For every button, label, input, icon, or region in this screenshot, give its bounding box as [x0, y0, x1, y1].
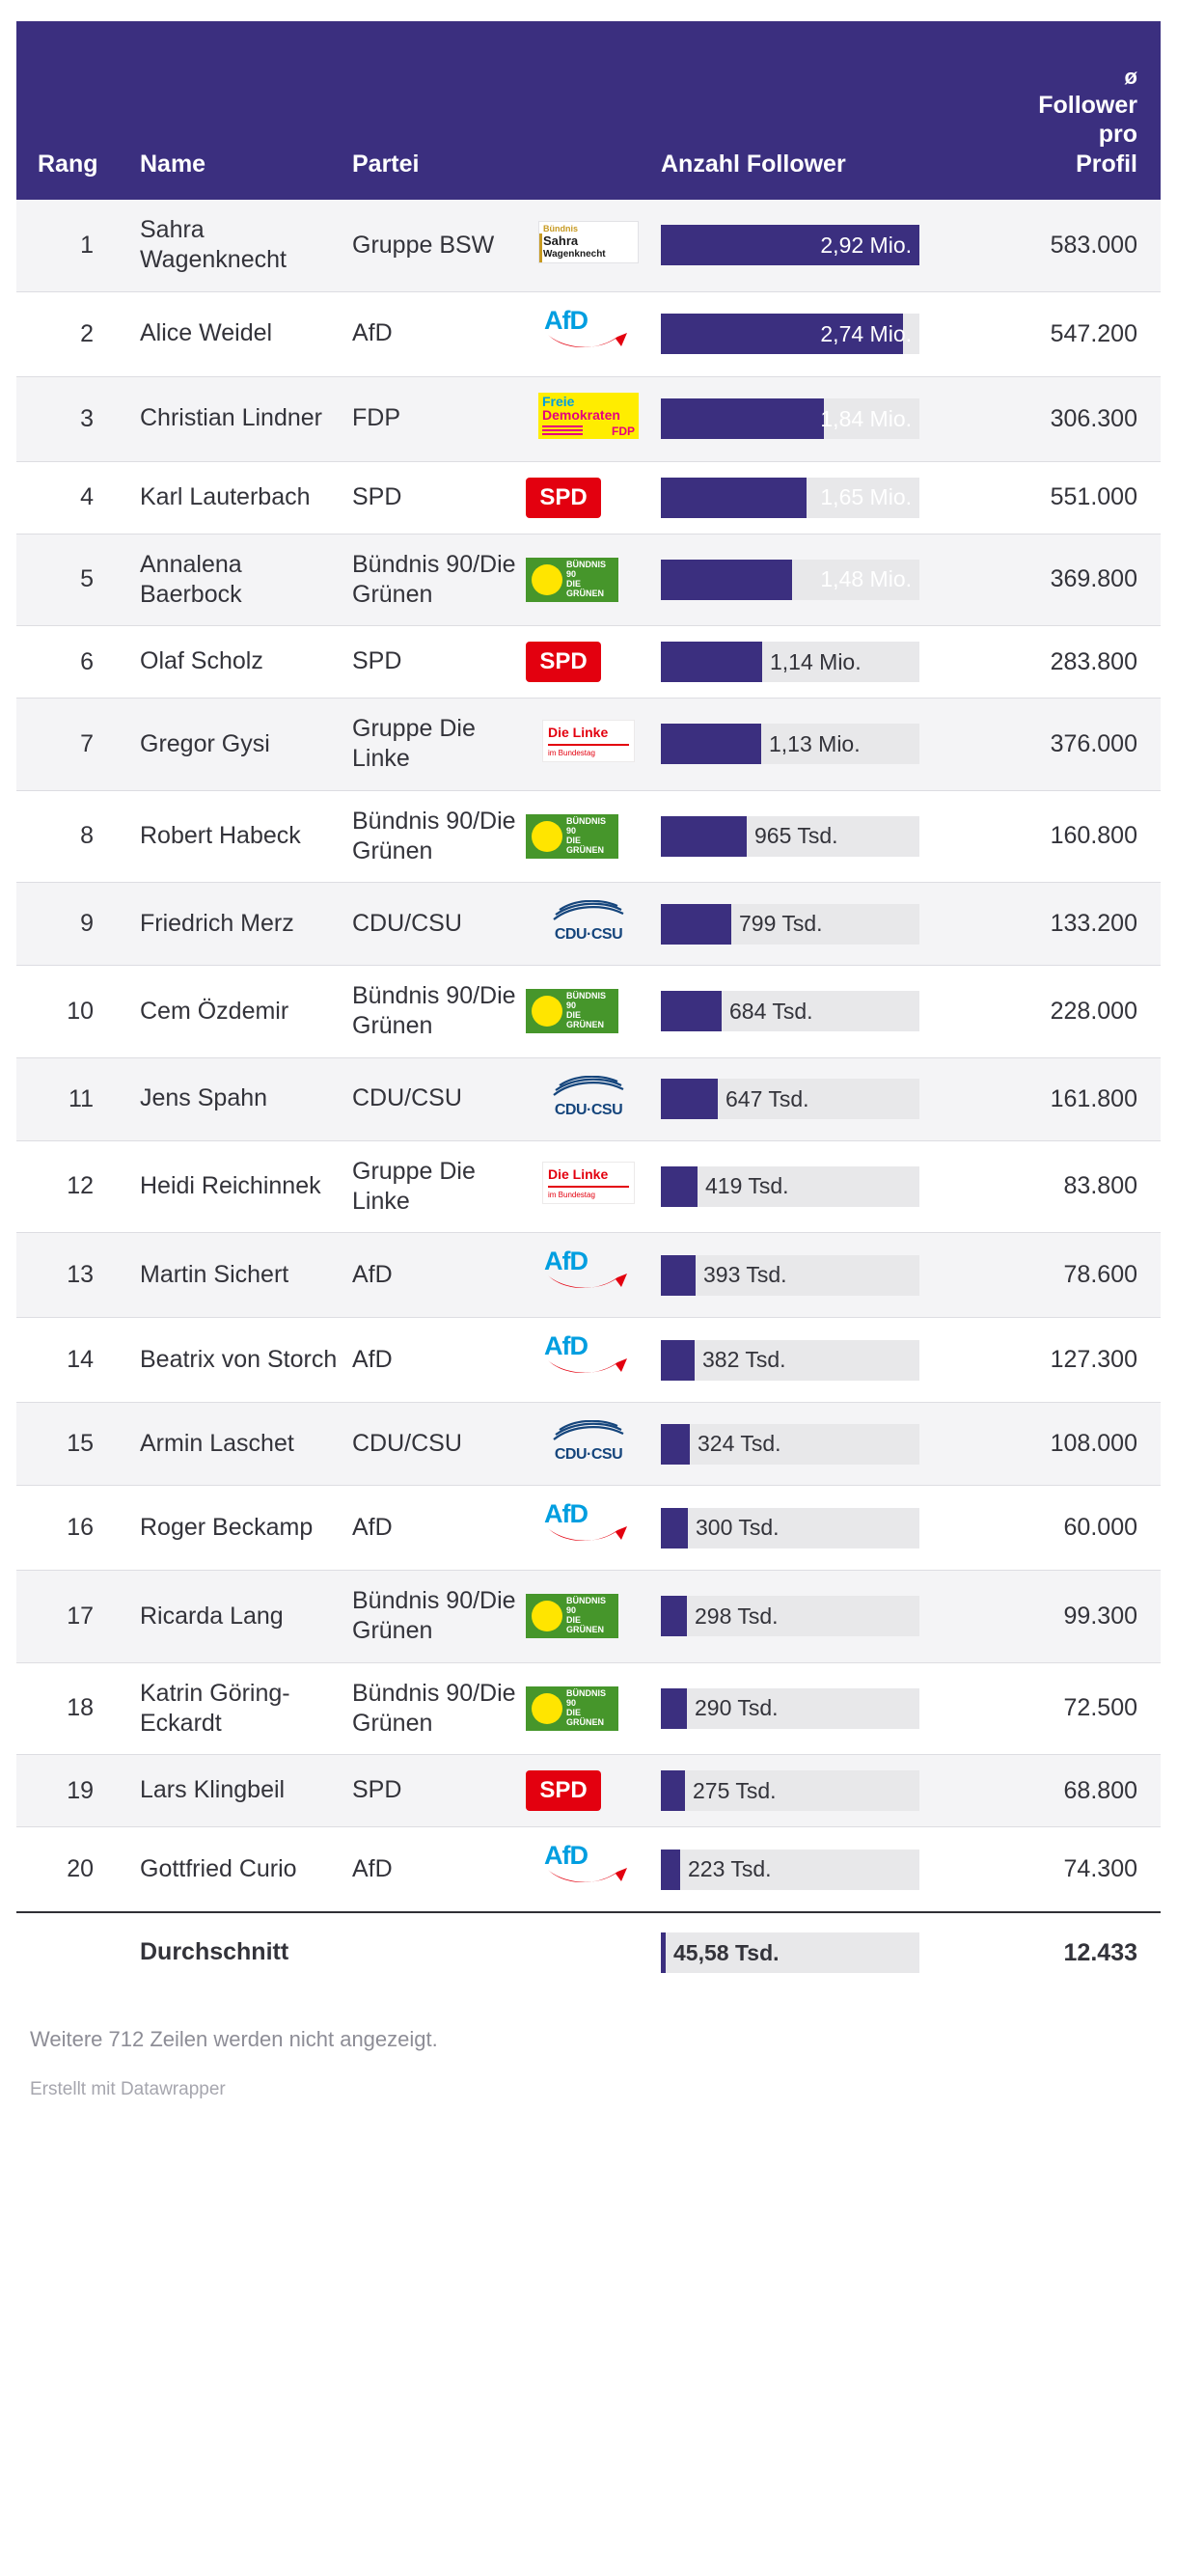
cell-party: Bündnis 90/Die Grünen	[342, 966, 526, 1058]
cell-avg-followers: 74.300	[950, 1827, 1161, 1913]
cell-rank: 11	[16, 1057, 130, 1140]
bar-fill	[661, 1255, 696, 1296]
table-row	[16, 699, 1161, 791]
cell-avg-followers: 306.300	[950, 376, 1161, 461]
cell-followers-bar	[651, 1057, 950, 1140]
cell-name: Heidi Reichinnek	[130, 1140, 342, 1233]
party-logo-gruene: BÜNDNIS 90 DIE GRÜNEN	[526, 1686, 618, 1731]
bar-fill	[661, 1770, 685, 1811]
cell-avg-followers: 83.800	[950, 1140, 1161, 1233]
cell-name-average: Durchschnitt	[130, 1912, 342, 1992]
cell-party-logo	[526, 200, 651, 291]
cell-party: CDU/CSU	[342, 1403, 526, 1486]
party-logo-gruene: BÜNDNIS 90 DIE GRÜNEN	[526, 558, 618, 602]
bar-value-label: 2,92 Mio.	[820, 232, 912, 258]
cell-avg-followers: 547.200	[950, 291, 1161, 376]
table-row	[16, 1403, 1161, 1486]
party-logo-gruene: BÜNDNIS 90 DIE GRÜNEN	[526, 1594, 618, 1638]
cell-name: Martin Sichert	[130, 1233, 342, 1318]
bar-fill	[661, 642, 762, 682]
ranking-table	[16, 21, 1161, 1992]
cell-party-logo	[526, 1827, 651, 1913]
cell-name: Annalena Baerbock	[130, 534, 342, 626]
header-row	[16, 21, 1161, 200]
cell-followers-bar	[651, 291, 950, 376]
bar-fill	[661, 1508, 688, 1548]
avg-line-3: Profil	[1076, 150, 1137, 178]
cell-party-logo	[526, 1486, 651, 1571]
bar-value-label: 382 Tsd.	[702, 1347, 786, 1372]
cell-name: Sahra Wagenknecht	[130, 200, 342, 291]
cell-logo-average	[526, 1912, 651, 1992]
bar-value-label: 223 Tsd.	[688, 1856, 772, 1881]
cell-party: CDU/CSU	[342, 883, 526, 966]
cell-party: SPD	[342, 626, 526, 699]
party-logo-afd: AfD	[542, 1501, 635, 1548]
cell-avg-followers: 60.000	[950, 1486, 1161, 1571]
bar-track	[661, 398, 919, 439]
bar-value-label: 647 Tsd.	[725, 1085, 809, 1111]
table-row	[16, 200, 1161, 291]
cell-party-logo	[526, 1057, 651, 1140]
table-row	[16, 1827, 1161, 1913]
bar-track	[661, 225, 919, 265]
cell-rank: 4	[16, 461, 130, 534]
cell-rank: 8	[16, 790, 130, 883]
bar-track	[661, 642, 919, 682]
bar-track	[661, 560, 919, 600]
cell-avg-followers: 72.500	[950, 1662, 1161, 1755]
cell-followers-bar	[651, 1827, 950, 1913]
cell-party-logo	[526, 699, 651, 791]
cell-rank: 16	[16, 1486, 130, 1571]
bar-fill	[661, 724, 761, 764]
cell-followers-bar	[651, 883, 950, 966]
party-logo-die-linke: Die Linke im Bundestag	[542, 720, 635, 762]
table-row-average	[16, 1912, 1161, 1992]
cell-party-logo	[526, 1233, 651, 1318]
cell-party-logo	[526, 376, 651, 461]
table-row	[16, 1571, 1161, 1663]
cell-party-logo	[526, 534, 651, 626]
bar-track	[661, 991, 919, 1031]
cell-rank: 9	[16, 883, 130, 966]
cell-followers-bar	[651, 1318, 950, 1403]
bar-track	[661, 1688, 919, 1729]
cell-rank: 18	[16, 1662, 130, 1755]
party-logo-die-linke: Die Linke im Bundestag	[542, 1162, 635, 1204]
bar-value-label: 1,65 Mio.	[820, 484, 912, 509]
cell-rank: 19	[16, 1755, 130, 1827]
cell-name: Gottfried Curio	[130, 1827, 342, 1913]
bar-value-label: 419 Tsd.	[705, 1173, 789, 1199]
bar-track	[661, 1340, 919, 1381]
cell-name: Armin Laschet	[130, 1403, 342, 1486]
cell-rank: 10	[16, 966, 130, 1058]
cell-avg-followers: 99.300	[950, 1571, 1161, 1663]
cell-name: Roger Beckamp	[130, 1486, 342, 1571]
party-logo-cdu-csu: CDU·CSU	[538, 1074, 639, 1118]
table-row	[16, 461, 1161, 534]
bar-fill	[661, 1340, 695, 1381]
table-row	[16, 1486, 1161, 1571]
bar-track	[661, 1508, 919, 1548]
bar-track	[661, 1424, 919, 1465]
cell-followers-bar	[651, 200, 950, 291]
bar-fill	[661, 478, 807, 518]
bar-fill	[661, 1166, 698, 1207]
cell-followers-bar	[651, 461, 950, 534]
party-logo-afd: AfD	[542, 1843, 635, 1889]
table-row	[16, 883, 1161, 966]
bar-value-label: 1,13 Mio.	[769, 730, 861, 756]
cell-party: Gruppe Die Linke	[342, 1140, 526, 1233]
truncation-note: Weitere 712 Zeilen werden nicht angezeigt.	[30, 2027, 438, 2051]
cell-followers-bar	[651, 1486, 950, 1571]
cell-party: AfD	[342, 1827, 526, 1913]
bar-track	[661, 1770, 919, 1811]
cell-rank: 5	[16, 534, 130, 626]
cell-party: SPD	[342, 461, 526, 534]
ranking-table-wrapper	[16, 0, 1161, 1992]
bar-value-label: 965 Tsd.	[754, 823, 838, 849]
cell-name: Alice Weidel	[130, 291, 342, 376]
cell-followers-bar	[651, 626, 950, 699]
bar-value-label: 799 Tsd.	[739, 911, 823, 936]
bar-fill	[661, 991, 722, 1031]
cell-followers-bar	[651, 534, 950, 626]
party-logo-spd: SPD	[526, 642, 601, 682]
cell-party-logo	[526, 1318, 651, 1403]
cell-avg-followers: 583.000	[950, 200, 1161, 291]
avg-line-1: Follower	[1038, 91, 1137, 119]
column-header-rank[interactable]: Rang	[16, 21, 130, 200]
cell-name: Beatrix von Storch	[130, 1318, 342, 1403]
cell-followers-bar	[651, 1403, 950, 1486]
cell-followers-bar-average	[651, 1912, 950, 1992]
bar-value-label-average: 45,58 Tsd.	[673, 1939, 780, 1965]
cell-name: Robert Habeck	[130, 790, 342, 883]
cell-followers-bar	[651, 1662, 950, 1755]
cell-party: Bündnis 90/Die Grünen	[342, 790, 526, 883]
bar-track	[661, 1255, 919, 1296]
party-logo-cdu-csu: CDU·CSU	[538, 1418, 639, 1463]
cell-avg-followers: 228.000	[950, 966, 1161, 1058]
table-row	[16, 534, 1161, 626]
cell-avg-followers: 68.800	[950, 1755, 1161, 1827]
cell-party: Bündnis 90/Die Grünen	[342, 1662, 526, 1755]
bar-fill	[661, 1424, 690, 1465]
cell-party-logo	[526, 966, 651, 1058]
bar-value-label: 275 Tsd.	[693, 1777, 777, 1803]
cell-party: Gruppe BSW	[342, 200, 526, 291]
cell-rank: 6	[16, 626, 130, 699]
bar-fill	[661, 1688, 687, 1729]
bar-value-label: 1,48 Mio.	[820, 566, 912, 592]
table-row	[16, 790, 1161, 883]
bar-value-label: 2,74 Mio.	[820, 320, 912, 346]
cell-name: Jens Spahn	[130, 1057, 342, 1140]
table-row	[16, 1755, 1161, 1827]
bar-fill	[661, 1079, 718, 1119]
cell-avg-followers: 376.000	[950, 699, 1161, 791]
cell-party-logo	[526, 291, 651, 376]
column-header-logo	[526, 21, 651, 200]
cell-party-average	[342, 1912, 526, 1992]
cell-party-logo	[526, 883, 651, 966]
cell-name: Katrin Göring-Eckardt	[130, 1662, 342, 1755]
bar-track	[661, 904, 919, 945]
bar-track	[661, 1079, 919, 1119]
table-row	[16, 291, 1161, 376]
bar-fill	[661, 816, 747, 857]
cell-rank-average	[16, 1912, 130, 1992]
bar-track-average	[661, 1932, 919, 1973]
cell-name: Christian Lindner	[130, 376, 342, 461]
cell-followers-bar	[651, 1233, 950, 1318]
bar-fill	[661, 1596, 687, 1636]
cell-avg-followers: 78.600	[950, 1233, 1161, 1318]
bar-track	[661, 314, 919, 354]
cell-party: CDU/CSU	[342, 1057, 526, 1140]
bar-track	[661, 816, 919, 857]
bar-track	[661, 1166, 919, 1207]
bar-value-label: 324 Tsd.	[698, 1431, 781, 1456]
cell-avg-followers: 283.800	[950, 626, 1161, 699]
party-logo-bsw: Bündnis Sahra Wagenknecht	[538, 221, 639, 263]
table-row	[16, 1662, 1161, 1755]
party-logo-afd: AfD	[542, 1333, 635, 1380]
cell-party-logo	[526, 1403, 651, 1486]
cell-rank: 17	[16, 1571, 130, 1663]
cell-party: Bündnis 90/Die Grünen	[342, 1571, 526, 1663]
bar-track	[661, 1596, 919, 1636]
cell-followers-bar	[651, 1140, 950, 1233]
cell-party: SPD	[342, 1755, 526, 1827]
cell-party: AfD	[342, 1318, 526, 1403]
cell-rank: 12	[16, 1140, 130, 1233]
cell-rank: 14	[16, 1318, 130, 1403]
cell-name: Cem Özdemir	[130, 966, 342, 1058]
table-row	[16, 966, 1161, 1058]
cell-rank: 13	[16, 1233, 130, 1318]
column-header-name[interactable]: Name	[130, 21, 342, 200]
cell-party-logo	[526, 626, 651, 699]
cell-name: Olaf Scholz	[130, 626, 342, 699]
datawrapper-credit[interactable]: Erstellt mit Datawrapper	[30, 2079, 226, 2099]
table-row	[16, 1318, 1161, 1403]
column-header-party[interactable]: Partei	[342, 21, 526, 200]
bar-value-label: 393 Tsd.	[703, 1262, 787, 1287]
cell-party-logo	[526, 790, 651, 883]
cell-rank: 1	[16, 200, 130, 291]
cell-followers-bar	[651, 699, 950, 791]
cell-name: Ricarda Lang	[130, 1571, 342, 1663]
cell-avg-followers: 369.800	[950, 534, 1161, 626]
cell-followers-bar	[651, 1571, 950, 1663]
party-logo-gruene: BÜNDNIS 90 DIE GRÜNEN	[526, 989, 618, 1033]
avg-line-2: pro	[1098, 121, 1137, 148]
bar-value-label: 684 Tsd.	[729, 998, 813, 1024]
avg-symbol: ø	[1124, 64, 1137, 89]
table-header	[16, 21, 1161, 200]
cell-name: Friedrich Merz	[130, 883, 342, 966]
cell-avg-followers: 127.300	[950, 1318, 1161, 1403]
cell-party: AfD	[342, 1233, 526, 1318]
cell-name: Gregor Gysi	[130, 699, 342, 791]
cell-rank: 15	[16, 1403, 130, 1486]
table-row	[16, 1140, 1161, 1233]
bar-value-label: 1,14 Mio.	[770, 648, 862, 674]
bar-value-label: 290 Tsd.	[695, 1695, 779, 1721]
cell-followers-bar	[651, 376, 950, 461]
bar-track	[661, 478, 919, 518]
party-logo-afd: AfD	[542, 308, 635, 354]
cell-followers-bar	[651, 1755, 950, 1827]
bar-fill-average	[661, 1932, 666, 1973]
bar-track	[661, 724, 919, 764]
cell-rank: 3	[16, 376, 130, 461]
bar-fill	[661, 398, 824, 439]
cell-name: Lars Klingbeil	[130, 1755, 342, 1827]
bar-fill	[661, 904, 731, 945]
table-row	[16, 626, 1161, 699]
bar-fill	[661, 1850, 680, 1890]
cell-avg-followers: 551.000	[950, 461, 1161, 534]
cell-avg-followers: 133.200	[950, 883, 1161, 966]
table-row	[16, 376, 1161, 461]
cell-party: FDP	[342, 376, 526, 461]
cell-rank: 20	[16, 1827, 130, 1913]
party-logo-afd: AfD	[542, 1248, 635, 1295]
cell-party: AfD	[342, 291, 526, 376]
cell-avg-followers-average: 12.433	[950, 1912, 1161, 1992]
cell-party: Bündnis 90/Die Grünen	[342, 534, 526, 626]
cell-avg-followers: 161.800	[950, 1057, 1161, 1140]
bar-value-label: 298 Tsd.	[695, 1603, 779, 1629]
chart-footer	[16, 1992, 1161, 2100]
table-row	[16, 1233, 1161, 1318]
table-body	[16, 200, 1161, 1992]
party-logo-spd: SPD	[526, 1770, 601, 1811]
party-logo-gruene: BÜNDNIS 90 DIE GRÜNEN	[526, 814, 618, 859]
bar-value-label: 300 Tsd.	[696, 1515, 780, 1540]
cell-name: Karl Lauterbach	[130, 461, 342, 534]
cell-avg-followers: 108.000	[950, 1403, 1161, 1486]
table-row	[16, 1057, 1161, 1140]
party-logo-cdu-csu: CDU·CSU	[538, 898, 639, 943]
bar-fill	[661, 560, 792, 600]
cell-party-logo	[526, 1662, 651, 1755]
column-header-followers[interactable]: Anzahl Follower	[651, 21, 950, 200]
cell-party-logo	[526, 461, 651, 534]
cell-followers-bar	[651, 790, 950, 883]
bar-value-label: 1,84 Mio.	[820, 405, 912, 431]
cell-party-logo	[526, 1140, 651, 1233]
cell-followers-bar	[651, 966, 950, 1058]
bar-track	[661, 1850, 919, 1890]
cell-party-logo	[526, 1755, 651, 1827]
column-header-avg-followers[interactable]	[950, 21, 1161, 200]
cell-party: AfD	[342, 1486, 526, 1571]
party-logo-fdp: Freie Demokraten FDP	[538, 393, 639, 439]
cell-party: Gruppe Die Linke	[342, 699, 526, 791]
cell-rank: 7	[16, 699, 130, 791]
party-logo-spd: SPD	[526, 478, 601, 518]
cell-rank: 2	[16, 291, 130, 376]
cell-avg-followers: 160.800	[950, 790, 1161, 883]
cell-party-logo	[526, 1571, 651, 1663]
